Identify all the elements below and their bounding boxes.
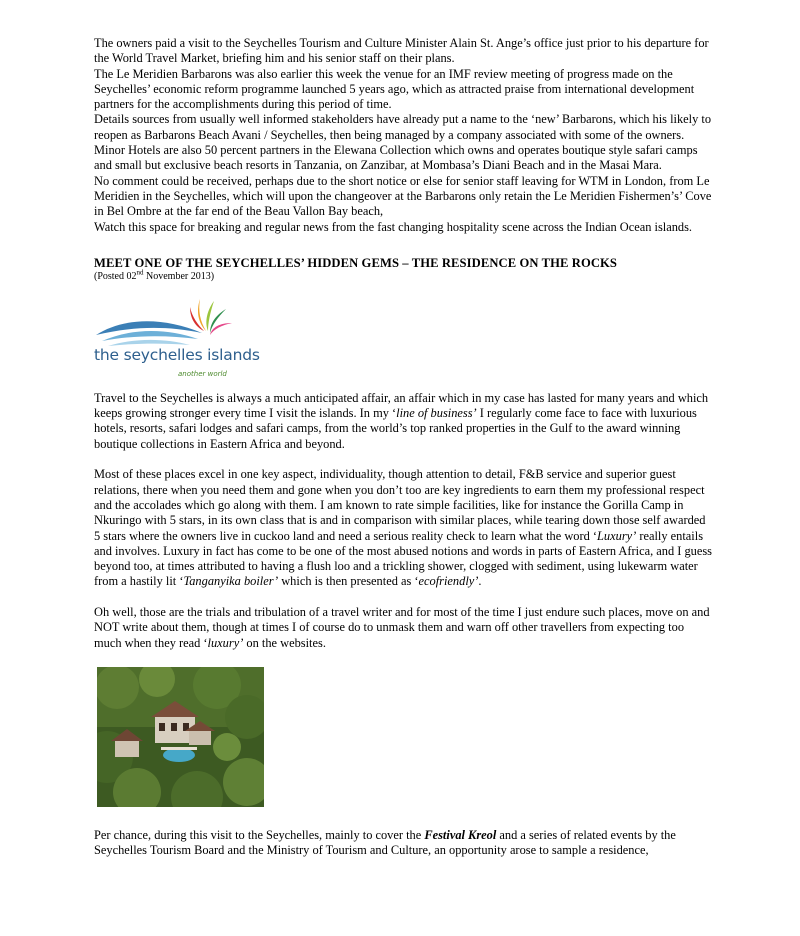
intro-paragraph-4: No comment could be received, perhaps due to the short notice or else for senior staff leaving for WTM in London, from Le Meridien in the Seychelles, which will upon the changeover at the Barbarons only retain the Le Meridien Fishermen’s’ Cove in Bel Ombre at the far end of the Beau Vallon Bay beach, bbox=[94, 173, 712, 219]
intro-paragraph-5: Watch this space for breaking and regular news from the fast changing hospitality scene across the Indian Ocean islands. bbox=[94, 219, 693, 234]
posted-date: (Posted 02nd November 2013) bbox=[94, 268, 215, 282]
article-title: MEET ONE OF THE SEYCHELLES’ HIDDEN GEMS – THE RESIDENCE ON THE ROCKS bbox=[94, 255, 618, 270]
article-paragraph-3: Oh well, those are the trials and tribulation of a travel writer and for most of the time I just endure such places, move on and NOT write about them, though at times I of course do to unmask them and warn off other travellers from expecting too much when they read ‘luxury’ on the websites. bbox=[94, 605, 710, 650]
logo-tagline: another world bbox=[178, 369, 227, 378]
residence-on-the-rocks-photo bbox=[97, 667, 264, 807]
article-paragraph-4: Per chance, during this visit to the Seychelles, mainly to cover the Festival Kreol and a series of related events by the Seychelles Tourism Board and the Ministry of Tourism and Culture, an opportunity arose to sample a residence, bbox=[94, 827, 676, 858]
article-paragraph-1: Travel to the Seychelles is always a much anticipated affair, an affair which in my case has lasted for many years and which keeps growing stronger every time I visit the islands. In my ‘line of business’ I regularly come face to face with luxurious hotels, resorts, safari lodges and safari camps, from the world’s top ranked properties in the Gulf to the award winning boutique collections in Eastern Africa and beyond. bbox=[94, 390, 709, 451]
intro-paragraph-2: The Le Meridien Barbarons was also earlier this week the venue for an IMF review meeting of progress made on the Seychelles’ economic reform programme launched 5 years ago, which as attracted praise from international development partners for the accomplishments during this period of time. bbox=[94, 66, 695, 112]
article-paragraph-2: Most of these places excel in one key aspect, individuality, though attention to detail, F&B service and superior guest relations, there when you need them and gone when you don’t too are key ingredients to earn them my professional respect and the accolades which go along with them. I am known to rate simple facilities, like for instance the Gorilla Camp in Nkuringo with 5 stars, in its own class that is and in comparison with similar places, while tearing down those self awarded 5 stars where the owners live in cuckoo land and need a serious reality check to learn what the word ‘Luxury’ really entails and involves. Luxury in fact has come to be one of the most abused notions and words in parts of Eastern Africa, and I guess beyond too, at times attributed to having a flush loo and a trickling shower, clogged with sediment, using lukewarm water from a hastily lit ‘Tanganyika boiler’ which is then presented as ‘ecofriendly’. bbox=[94, 467, 713, 589]
logo-text: the seychelles islands bbox=[94, 345, 260, 364]
seychelles-islands-logo bbox=[94, 295, 260, 378]
intro-paragraph-1: The owners paid a visit to the Seychelles Tourism and Culture Minister Alain St. Ange’s office just prior to his departure for the World Travel Market, briefing him and his senior staff on their plans. bbox=[94, 36, 709, 66]
document-page bbox=[94, 36, 714, 859]
intro-paragraph-3: Details sources from usually well informed stakeholders have already put a name to the ‘new’ Barbarons, which his likely to reopen as Barbarons Beach Avani / Seychelles, then being managed by a company associated with some of the owners. Minor Hotels are also 50 percent partners in the Elewana Collection which owns and operates boutique style safari camps and small but exclusive beach resorts in Tanzania, on Zanzibar, at Mombasa’s Diani Beach and in the Masai Mara. bbox=[94, 112, 712, 173]
